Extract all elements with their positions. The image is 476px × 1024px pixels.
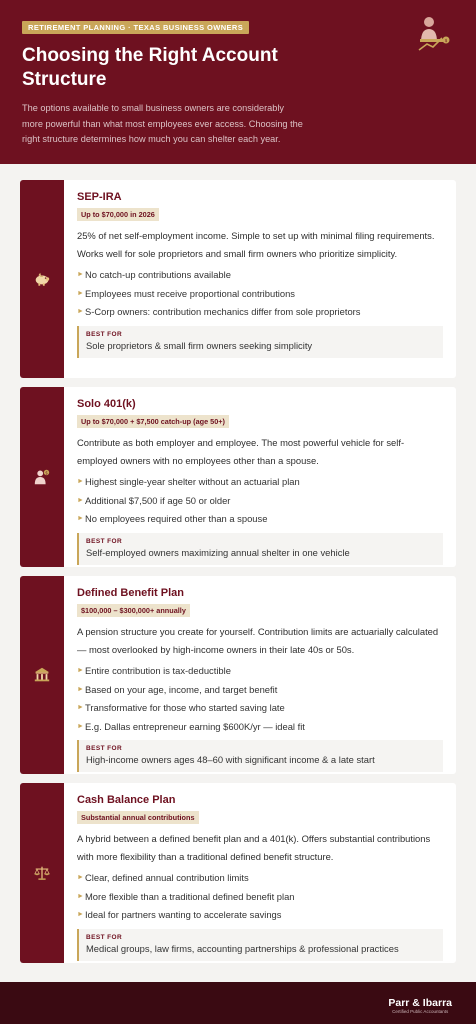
list-item: ► More flexible than a traditional defined benefit plan [77,888,443,907]
plan-points-list [77,266,443,322]
svg-text:$: $ [444,39,448,44]
brand-logo [388,997,452,1015]
list-item: ► S-Corp owners: contribution mechanics differ from sole proprietors [77,303,443,322]
plan-card-band [20,783,64,963]
plan-points-list [77,473,443,529]
arrow-bullet-icon: ► [77,722,84,730]
plan-description: A hybrid between a defined benefit plan and a 401(k). Offers substantial contributions with more flexibility than a traditional defined benefit structure. [77,833,431,862]
brand-name: Parr & Ibarra [388,997,452,1009]
business-owner-growth-icon [416,14,456,54]
best-for-label: BEST FOR [86,537,123,545]
arrow-bullet-icon: ► [77,271,84,278]
page-subtitle: The options available to small business owners are considerably more powerful than what most employees ever access. Choosing the right structure determines how much you can shelter each year. [22,103,303,144]
plan-description: 25% of net self-employment income. Simple to set up with minimal filing requirements. Works well for sole proprietors and small firm owners who prioritize simplicity. [77,230,435,259]
arrow-bullet-icon: ► [77,308,84,315]
list-item: ► Entire contribution is tax-deductible [77,662,443,681]
balance-scale-icon [33,864,51,882]
arrow-bullet-icon: ► [77,911,84,918]
arrow-bullet-icon: ► [77,496,84,504]
plan-name: SEP-IRA [77,191,122,203]
best-for-box [77,326,443,358]
page-title: Choosing the Right Account Structure [22,45,278,90]
list-item: ► Highest single-year shelter without an actuarial plan [77,473,443,492]
best-for-label: BEST FOR [86,330,123,338]
list-item: ► No employees required other than a spouse [77,510,443,529]
list-item: ► Additional $7,500 if age 50 or older [77,492,443,511]
person-coin-icon [33,468,51,486]
plan-points-list [77,869,443,925]
list-item: ► Transformative for those who started saving late [77,699,443,718]
best-for-label: BEST FOR [86,933,123,941]
plan-card-band [20,180,64,378]
svg-text:$: $ [45,470,48,476]
best-for-box [77,533,443,565]
best-for-text: Medical groups, law firms, accounting partnerships & professional practices [86,942,399,954]
list-item: ► Ideal for partners wanting to accelerate savings [77,906,443,925]
best-for-text: Sole proprietors & small firm owners seeking simplicity [86,339,313,351]
arrow-bullet-icon: ► [77,289,84,297]
best-for-box [77,740,443,772]
contribution-limit-badge: Substantial annual contributions [77,811,199,824]
arrow-bullet-icon: ► [77,515,84,522]
plan-card-solo-401k [20,387,456,567]
arrow-bullet-icon: ► [77,685,84,693]
piggy-bank-icon [33,270,51,288]
list-item: ► Clear, defined annual contribution limits [77,869,443,888]
plan-description: A pension structure you create for yourself. Contribution limits are actuarially calculated — most overlooked by high-income owners in their late 40s or 50s. [77,626,439,655]
plan-points-list [77,662,443,736]
header-banner [0,0,476,164]
arrow-bullet-icon: ► [77,874,84,881]
best-for-box [77,929,443,961]
plan-name: Cash Balance Plan [77,794,176,806]
plan-card-cash-balance [20,783,456,963]
plan-card-band [20,576,64,774]
contribution-limit-badge: Up to $70,000 in 2026 [77,208,159,221]
list-item: ► E.g. Dallas entrepreneur earning $600K/yr — ideal fit [77,718,443,737]
plan-name: Solo 401(k) [77,398,136,410]
arrow-bullet-icon: ► [77,478,84,485]
plan-card-defined-benefit [20,576,456,774]
plan-description: Contribute as both employer and employee. The most powerful vehicle for self-employed owners with no employees other than a spouse. [77,437,405,466]
contribution-limit-badge: $100,000 – $300,000+ annually [77,604,190,617]
best-for-text: High-income owners ages 48–60 with significant income & a late start [86,754,375,765]
footer [0,982,476,1024]
best-for-label: BEST FOR [86,745,123,752]
brand-tagline: Certified Public Accountants [392,1009,449,1014]
list-item: ► Employees must receive proportional contributions [77,285,443,304]
arrow-bullet-icon: ► [77,892,84,900]
list-item: ► Based on your age, income, and target benefit [77,681,443,700]
bank-building-icon [33,666,51,684]
plan-name: Defined Benefit Plan [77,587,184,599]
plan-card-sep-ira [20,180,456,378]
contribution-limit-badge: Up to $70,000 + $7,500 catch-up (age 50+) [77,415,229,428]
best-for-text: Self-employed owners maximizing annual shelter in one vehicle [86,546,350,558]
category-tag: RETIREMENT PLANNING · TEXAS BUSINESS OWNERS [22,21,249,34]
arrow-bullet-icon: ► [77,667,84,674]
arrow-bullet-icon: ► [77,704,84,711]
plan-card-band [20,387,64,567]
list-item: ► No catch-up contributions available [77,266,443,285]
